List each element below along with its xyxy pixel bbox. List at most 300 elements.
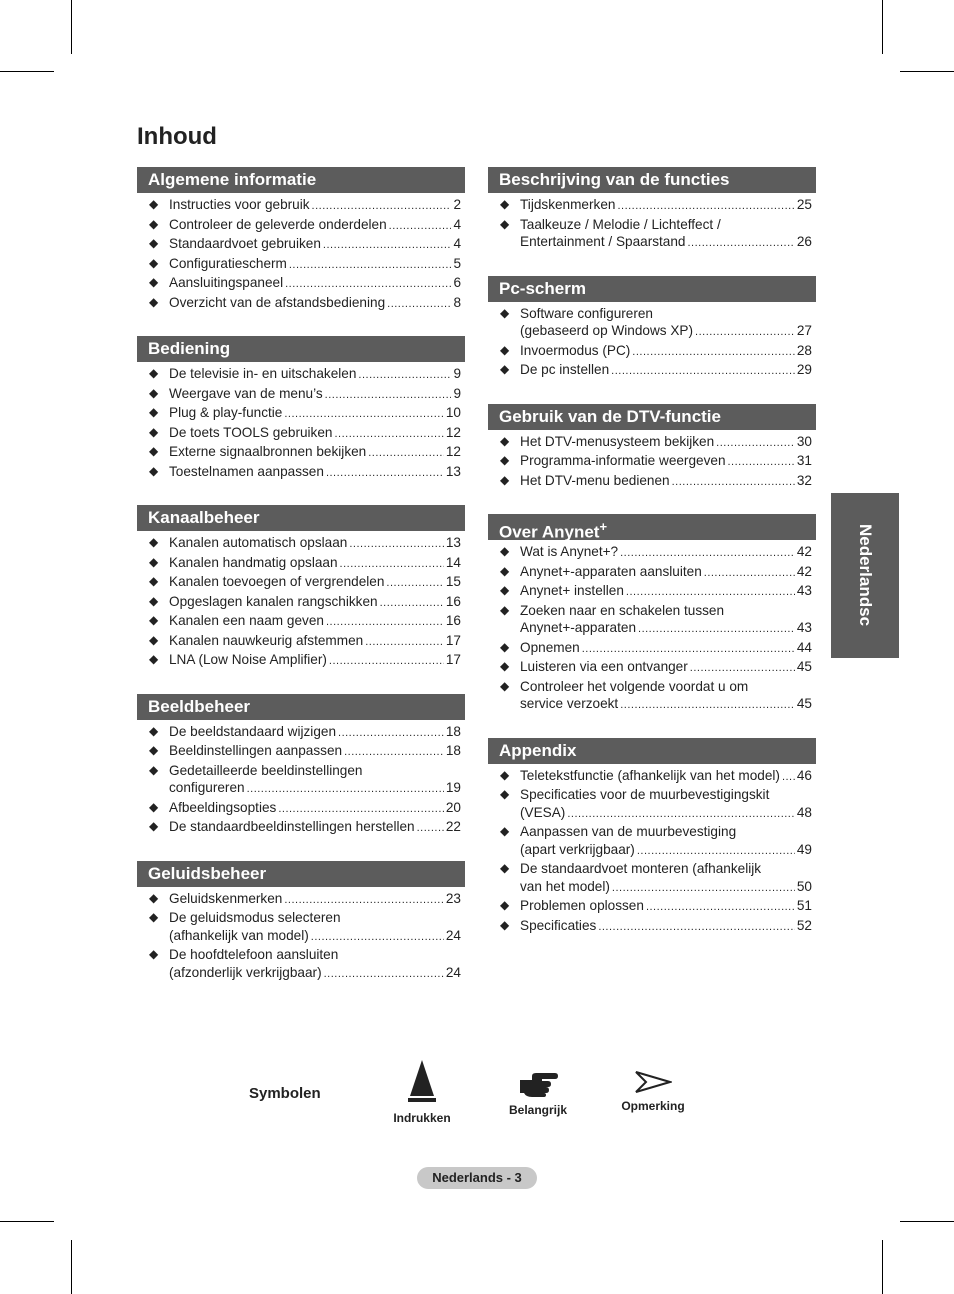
toc-entry[interactable] [488,433,816,453]
toc-entry-text: Software configureren [520,305,653,321]
toc-entry[interactable] [137,632,465,652]
diamond-bullet-icon: ◆ [500,362,510,376]
toc-entry[interactable] [488,563,816,583]
heading-superscript: + [599,519,608,534]
toc-entry-page: 6 [453,275,461,290]
toc-entry-text: Luisteren via een ontvanger [520,659,688,674]
dot-leader [626,584,795,602]
toc-entry-text: De beeldstandaard wijzigen [169,723,337,739]
symbol-caption: Belangrijk [508,1103,568,1117]
diamond-bullet-icon: ◆ [149,574,159,588]
dot-leader [417,820,444,838]
toc-entry[interactable] [137,196,465,216]
toc-entry-text: Zoeken naar en schakelen tussen [520,602,725,618]
toc-entry[interactable] [137,909,465,946]
diamond-bullet-icon: ◆ [149,424,159,439]
diamond-bullet-icon: ◆ [500,824,510,838]
toc-section [137,861,465,984]
toc-entry-text: Overzicht van de afstandsbediening [169,294,386,310]
toc-entry-text: Externe signaalbronnen bekijken [169,444,367,459]
toc-entry-text: Plug & play-functie [169,405,283,420]
dot-leader [617,198,794,216]
diamond-bullet-icon: ◆ [149,743,159,757]
toc-entry-text: Het DTV-menusysteem bekijken [520,433,715,449]
toc-entry[interactable] [137,612,465,632]
toc-entry-text: Configuratiescherm [169,255,287,271]
toc-entry-text: (apart verkrijgbaar) [520,841,635,857]
symbols-label: Symbolen [249,1085,321,1102]
toc-entry-page: 18 [445,723,461,739]
dot-leader [646,899,795,917]
toc-list [488,543,816,715]
toc-entry-text: Anynet+-apparaten aansluiten [520,563,702,579]
dot-leader [312,198,452,216]
toc-entry[interactable] [488,639,816,659]
diamond-bullet-icon: ◆ [500,197,510,211]
toc-entry-page: 22 [445,819,461,834]
toc-entry[interactable] [137,255,465,275]
section-heading-text: Bediening [148,339,231,358]
toc-entry-text: Kanalen nauwkeurig afstemmen [169,632,364,648]
toc-entry-text: Wat is Anynet+? [520,544,619,559]
dot-leader [716,435,795,453]
toc-entry-page: 43 [796,583,812,598]
dot-leader [690,660,795,678]
toc-entry[interactable] [488,658,816,678]
diamond-bullet-icon: ◆ [149,910,159,924]
toc-entry-page: 5 [453,255,461,271]
toc-entry-page: 50 [796,878,812,894]
section-heading-text: Beeldbeheer [148,696,251,716]
toc-entry[interactable] [137,385,465,405]
toc-entry-text: Specificaties [520,917,597,933]
toc-entry[interactable] [137,235,465,255]
diamond-bullet-icon: ◆ [149,723,159,738]
toc-entry[interactable] [488,823,816,860]
dot-leader [620,545,795,563]
toc-entry-text: De televisie in- en uitschakelen [169,366,357,381]
dot-leader [728,454,795,472]
toc-entry-text: Programma-informatie weergeven [520,453,726,468]
toc-entry[interactable] [137,274,465,294]
diamond-bullet-icon: ◆ [500,544,510,558]
dot-leader [311,929,444,947]
toc-entry-text: Instructies voor gebruik [169,197,310,212]
toc-entry[interactable] [488,767,816,787]
dot-leader [323,237,452,255]
toc-entry-page: 24 [445,964,461,980]
dot-leader [338,725,444,743]
crop-mark [900,1221,954,1222]
toc-entry-page: 28 [796,342,812,358]
diamond-bullet-icon: ◆ [149,385,159,400]
toc-entry-page: 31 [796,453,812,468]
toc-entry-text: Controleer de geleverde onderdelen [169,216,387,232]
dot-leader [334,426,443,444]
toc-list [488,433,816,492]
diamond-bullet-icon: ◆ [500,678,510,693]
crop-mark [882,0,883,54]
section-heading-text: Kanaalbeheer [148,508,260,527]
diamond-bullet-icon: ◆ [500,602,510,617]
crop-mark [900,71,954,72]
toc-entry-page: 15 [445,574,461,589]
toc-entry[interactable] [137,651,465,671]
toc-entry-page: 9 [453,385,461,401]
toc-section [488,167,816,253]
toc-entry[interactable] [137,463,465,483]
toc-entry-text: De hoofdtelefoon aansluiten [169,947,339,962]
toc-entry-text: Geluidskenmerken [169,890,283,906]
diamond-bullet-icon: ◆ [149,535,159,549]
toc-section [137,694,465,838]
diamond-bullet-icon: ◆ [500,898,510,912]
symbol-press [390,1060,454,1125]
dot-leader [326,465,444,483]
toc-entry-page: 52 [796,917,812,933]
section-heading-text: Gebruik van de DTV-functie [499,406,721,426]
dot-leader [389,218,452,236]
dot-leader [349,536,444,554]
toc-entry-text: (VESA) [520,804,566,820]
toc-list [137,365,465,482]
toc-entry-page: 24 [445,927,461,943]
toc-entry[interactable] [488,678,816,715]
toc-entry-page: 42 [796,544,812,559]
section-heading [488,276,816,302]
toc-entry[interactable] [137,365,465,385]
dot-leader [284,406,444,424]
toc-entry-page: 2 [453,197,461,212]
toc-entry[interactable] [488,582,816,602]
toc-entry-text: De pc instellen [520,362,610,377]
toc-entry-page: 8 [453,294,461,310]
toc-entry-text: Teletekstfunctie (afhankelijk van het model) [520,767,780,783]
toc-entry-page: 16 [445,613,461,628]
toc-entry-text: De geluidsmodus selecteren [169,910,341,925]
dot-leader [611,363,795,381]
diamond-bullet-icon: ◆ [500,216,510,231]
toc-entry[interactable] [488,897,816,917]
toc-entry-text: De toets TOOLS gebruiken [169,424,333,440]
symbol-caption: Indrukken [393,1111,451,1125]
toc-section [488,738,816,937]
symbol-caption: Opmerking [621,1099,685,1113]
crop-mark [71,0,72,54]
section-heading-text: Appendix [499,740,577,760]
toc-entry-page: 30 [796,433,812,449]
toc-entry[interactable] [488,786,816,823]
dot-leader [285,276,451,294]
toc-entry[interactable] [137,818,465,838]
page-title: Inhoud [137,123,217,150]
toc-entry-text: Tijdskenmerken [520,197,616,212]
dot-leader [380,595,444,613]
diamond-bullet-icon: ◆ [149,890,159,905]
section-heading [488,514,816,540]
toc-entry-page: 45 [796,696,812,711]
toc-section [488,404,816,492]
section-heading-text: Beschrijving van de functies [499,170,730,189]
diamond-bullet-icon: ◆ [149,294,159,309]
toc-entry-page: 49 [796,841,812,857]
toc-left-column [137,167,465,1006]
dot-leader [582,641,795,659]
diamond-bullet-icon: ◆ [500,563,510,578]
dot-leader [340,556,444,574]
section-heading-text: Pc-scherm [499,278,586,298]
diamond-bullet-icon: ◆ [500,787,510,801]
toc-entry-page: 17 [445,632,461,648]
diamond-bullet-icon: ◆ [500,433,510,448]
dot-leader [329,653,444,671]
toc-entry-text: Gedetailleerde beeldinstellingen [169,762,363,778]
toc-entry-text: Opgeslagen kanalen rangschikken [169,593,378,609]
toc-entry-page: 4 [453,236,461,251]
toc-entry[interactable] [488,342,816,362]
diamond-bullet-icon: ◆ [500,472,510,487]
section-heading [137,505,465,531]
diamond-bullet-icon: ◆ [500,659,510,673]
toc-entry-text: van het model) [520,878,610,894]
toc-entry[interactable] [137,294,465,314]
diamond-bullet-icon: ◆ [149,463,159,478]
diamond-bullet-icon: ◆ [149,947,159,961]
toc-entry-text: De standaardvoet monteren (afhankelijk [520,861,762,876]
diamond-bullet-icon: ◆ [149,762,159,777]
toc-entry-page: 19 [445,780,461,795]
section-heading-text: Geluidsbeheer [148,863,267,883]
symbol-note [617,1070,689,1113]
toc-entry[interactable] [137,742,465,762]
dot-leader [358,367,451,385]
toc-entry[interactable] [137,593,465,613]
toc-list [137,723,465,838]
toc-entry[interactable] [137,554,465,574]
section-heading [137,167,465,193]
toc-list [488,767,816,937]
toc-section [137,505,465,671]
toc-entry-page: 12 [445,424,461,440]
toc-entry-page: 13 [445,535,461,550]
toc-entry-text: Specificaties voor de muurbevestigingskit [520,787,770,802]
toc-entry[interactable] [137,890,465,910]
toc-entry-page: 25 [796,197,812,212]
toc-entry-page: 32 [796,472,812,488]
toc-entry-page: 29 [796,362,812,377]
dot-leader [598,919,795,937]
diamond-bullet-icon: ◆ [500,767,510,782]
dot-leader [325,387,452,405]
toc-entry-page: 20 [445,799,461,815]
toc-entry[interactable] [137,762,465,799]
diamond-bullet-icon: ◆ [149,255,159,270]
toc-list [488,196,816,253]
dot-leader [704,565,795,583]
diamond-bullet-icon: ◆ [149,236,159,250]
toc-entry-page: 42 [796,563,812,579]
toc-entry[interactable] [137,534,465,554]
toc-entry-page: 51 [796,898,812,913]
diamond-bullet-icon: ◆ [149,632,159,647]
toc-entry[interactable] [137,216,465,236]
dot-leader [638,621,795,639]
toc-right-column [488,167,816,959]
toc-entry[interactable] [488,305,816,342]
toc-entry-text: Beeldinstellingen aanpassen [169,743,343,758]
toc-entry-page: 26 [796,234,812,249]
toc-entry-page: 46 [796,767,812,783]
toc-entry[interactable] [137,946,465,983]
dot-leader [567,806,795,824]
toc-entry-text: (afzonderlijk verkrijgbaar) [169,964,322,980]
dot-leader [620,697,795,715]
dot-leader [637,843,795,861]
symbol-important [500,1070,576,1117]
toc-entry-text: Afbeeldingsopties [169,799,277,815]
toc-entry-text: configureren [169,780,245,795]
dot-leader [247,781,444,799]
diamond-bullet-icon: ◆ [500,583,510,597]
toc-entry-text: Invoermodus (PC) [520,342,631,358]
diamond-bullet-icon: ◆ [500,861,510,875]
diamond-bullet-icon: ◆ [500,639,510,654]
toc-entry-text: Problemen oplossen [520,898,644,913]
toc-section [137,336,465,482]
toc-entry[interactable] [488,543,816,563]
diamond-bullet-icon: ◆ [500,917,510,932]
toc-entry-text: Kanalen automatisch opslaan [169,535,348,550]
diamond-bullet-icon: ◆ [149,554,159,569]
toc-entry[interactable] [488,452,816,472]
toc-entry-page: 14 [445,554,461,570]
toc-entry[interactable] [488,216,816,253]
toc-entry-page: 44 [796,639,812,655]
toc-entry[interactable] [137,573,465,593]
toc-entry-page: 18 [445,743,461,758]
toc-entry-text: Anynet+ instellen [520,583,624,598]
pointing-hand-icon [518,1070,558,1098]
toc-list [137,890,465,984]
toc-section [488,514,816,715]
toc-entry[interactable] [488,196,816,216]
toc-entry-page: 48 [796,804,812,820]
dot-leader [324,966,444,984]
dot-leader [365,634,444,652]
dot-leader [387,296,451,314]
section-heading-text: Over Anynet [499,522,600,542]
toc-entry-page: 12 [445,444,461,459]
dot-leader [612,880,795,898]
toc-entry-text: (gebaseerd op Windows XP) [520,323,694,338]
diamond-bullet-icon: ◆ [500,342,510,357]
toc-entry-text: Kanalen een naam geven [169,613,324,628]
toc-section [137,167,465,313]
dot-leader [672,474,795,492]
dot-leader [688,235,795,253]
toc-list [137,196,465,313]
toc-entry-page: 10 [445,405,461,420]
toc-entry-text: Anynet+-apparaten [520,620,637,635]
section-heading [488,738,816,764]
diamond-bullet-icon: ◆ [500,305,510,320]
toc-entry-text: LNA (Low Noise Amplifier) [169,652,327,667]
toc-entry-text: Entertainment / Spaarstand [520,234,686,249]
diamond-bullet-icon: ◆ [149,819,159,833]
toc-entry-text: Kanalen toevoegen of vergrendelen [169,574,385,589]
dot-leader [344,744,444,762]
dot-leader [386,575,443,593]
toc-entry[interactable] [488,860,816,897]
page-number-footer: Nederlands - 3 [417,1167,537,1189]
toc-entry-text: Aansluitingspaneel [169,275,284,290]
toc-entry[interactable] [137,443,465,463]
arrow-note-icon [634,1070,672,1094]
toc-section [488,276,816,381]
toc-entry[interactable] [488,602,816,639]
section-heading [488,167,816,193]
toc-entry-text: Toestelnamen aanpassen [169,463,324,479]
language-tab-label: Nederlandsc [856,523,875,627]
dot-leader [632,344,795,362]
toc-list [488,305,816,381]
toc-entry[interactable] [488,472,816,492]
toc-entry[interactable] [488,917,816,937]
dot-leader [289,257,452,275]
toc-entry-text: Het DTV-menu bedienen [520,472,670,488]
toc-entry[interactable] [137,424,465,444]
section-heading [137,336,465,362]
diamond-bullet-icon: ◆ [149,613,159,627]
toc-entry[interactable] [137,404,465,424]
toc-entry-page: 45 [796,659,812,674]
diamond-bullet-icon: ◆ [149,216,159,231]
toc-entry[interactable] [137,723,465,743]
toc-entry-page: 16 [445,593,461,609]
toc-entry-text: service verzoekt [520,696,619,711]
toc-entry-page: 17 [445,652,461,667]
diamond-bullet-icon: ◆ [500,453,510,467]
dot-leader [326,614,444,632]
toc-entry-text: Opnemen [520,639,580,655]
toc-entry-page: 4 [453,216,461,232]
toc-list [137,534,465,671]
toc-entry-text: Weergave van de menu’s [169,385,323,401]
dot-leader [278,801,444,819]
diamond-bullet-icon: ◆ [149,652,159,666]
toc-entry-text: Aanpassen van de muurbevestiging [520,824,737,839]
dot-leader [284,892,444,910]
diamond-bullet-icon: ◆ [149,275,159,289]
diamond-bullet-icon: ◆ [149,366,159,380]
diamond-bullet-icon: ◆ [149,444,159,458]
language-tab [831,493,899,658]
section-heading-text: Algemene informatie [148,170,317,189]
toc-entry[interactable] [488,361,816,381]
diamond-bullet-icon: ◆ [149,799,159,814]
diamond-bullet-icon: ◆ [149,593,159,608]
press-icon [407,1060,437,1106]
crop-mark [0,71,54,72]
toc-entry-page: 9 [453,366,461,381]
dot-leader [782,769,795,787]
toc-entry-text: (afhankelijk van model) [169,927,309,943]
toc-entry-text: Taalkeuze / Melodie / Lichteffect / [520,216,721,232]
dot-leader [368,445,444,463]
toc-entry-page: 23 [445,890,461,906]
toc-entry[interactable] [137,799,465,819]
crop-mark [71,1240,72,1294]
